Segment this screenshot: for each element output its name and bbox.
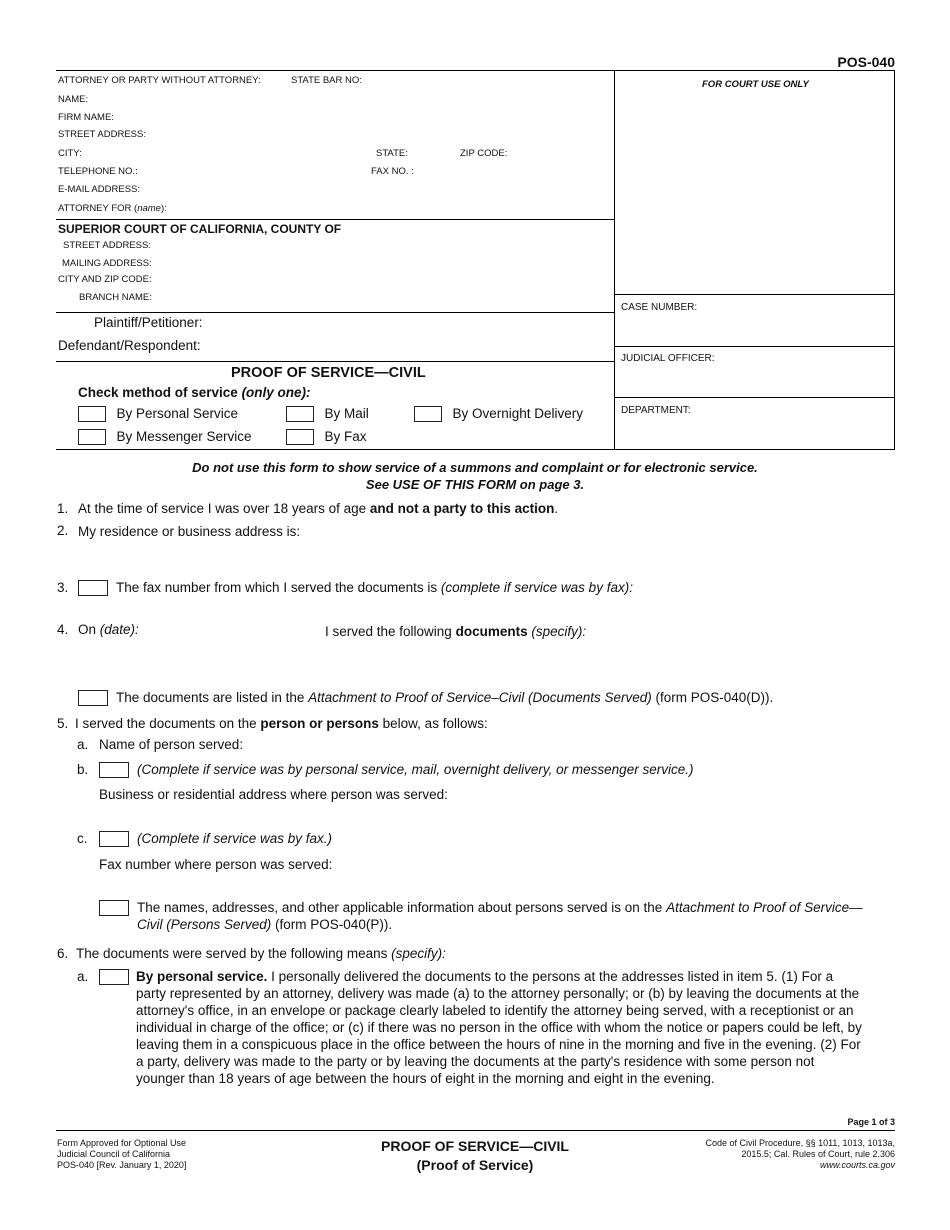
by-mail-checkbox[interactable] bbox=[286, 406, 314, 422]
item-5a-letter: a. bbox=[77, 737, 89, 752]
item-6a-text: By personal service. I personally delivered the documents to the persons at the addresses listed in item 5. (1) For a party represented by an attorney, delivery was made (a) to the attorney personally; or (b) by leaving the documents at the attorney's office, in an envelope or package clearly labeled to identify the attorney being served, with a receptionist or an individual in charge of the office; or (c) if there was no person in the office with whom the notice or papers could be left, by leaving them in a conspicuous place in the office between the hours of nine in the morning and five in the evening. (2) For a party, delivery was made to the party or by leaving the documents at the party's residence with some person not younger than 18 years of age between the hours of eight in the morning and eight in the evening. bbox=[136, 969, 862, 1086]
item-1-number: 1. bbox=[57, 501, 69, 516]
item-4-documents-label: I served the following documents (specify): bbox=[325, 624, 587, 639]
item-2-text: My residence or business address is: bbox=[78, 524, 301, 539]
item-1-text: At the time of service I was over 18 years of age and not a party to this action. bbox=[78, 501, 559, 516]
item-6-text: The documents were served by the following means (specify): bbox=[76, 946, 446, 961]
attorney-for-label: ATTORNEY FOR (name): bbox=[58, 203, 167, 214]
item-3-fax-checkbox[interactable] bbox=[78, 580, 108, 596]
by-fax-checkbox[interactable] bbox=[286, 429, 314, 445]
by-mail-option[interactable]: By Mail bbox=[286, 405, 369, 423]
by-fax-option[interactable]: By Fax bbox=[286, 428, 366, 446]
item-4-attachment-checkbox[interactable] bbox=[78, 690, 108, 706]
item-5-attachment-text: The names, addresses, and other applicable information about persons served is on the Attachment to Proof of Service— Civil (Persons Served) (form POS-040(P)). bbox=[137, 900, 863, 932]
zip-code-label: ZIP CODE: bbox=[460, 148, 508, 159]
item-2-number: 2. bbox=[57, 523, 69, 538]
case-number-label: CASE NUMBER: bbox=[621, 302, 698, 313]
email-label: E-MAIL ADDRESS: bbox=[58, 184, 141, 195]
notice-line-2: See USE OF THIS FORM on page 3. bbox=[365, 477, 585, 492]
state-bar-label: STATE BAR NO: bbox=[291, 75, 362, 86]
item-5c-checkbox[interactable] bbox=[99, 831, 129, 847]
item-4-date-label: On (date): bbox=[78, 622, 139, 637]
branch-name-label: BRANCH NAME: bbox=[79, 292, 152, 303]
by-overnight-delivery-checkbox[interactable] bbox=[414, 406, 442, 422]
by-messenger-service-option[interactable]: By Messenger Service bbox=[78, 428, 252, 446]
street-address-label: STREET ADDRESS: bbox=[58, 129, 146, 140]
item-6a-checkbox[interactable] bbox=[99, 969, 129, 985]
by-personal-service-checkbox[interactable] bbox=[78, 406, 106, 422]
department-label: DEPARTMENT: bbox=[621, 405, 691, 416]
notice-line-1: Do not use this form to show service of a summons and complaint or for electronic service. bbox=[192, 460, 758, 475]
judicial-officer-label: JUDICIAL OFFICER: bbox=[621, 353, 715, 364]
item-5b-letter: b. bbox=[77, 762, 89, 777]
footer-left: Form Approved for Optional Use Judicial Council of California POS-040 [Rev. January 1, 2020] bbox=[57, 1138, 187, 1170]
page-number: Page 1 of 3 bbox=[847, 1117, 895, 1127]
name-label: NAME: bbox=[58, 94, 89, 105]
by-overnight-delivery-option[interactable]: By Overnight Delivery bbox=[414, 405, 583, 423]
item-5a-text: Name of person served: bbox=[99, 737, 244, 752]
telephone-label: TELEPHONE NO.: bbox=[58, 166, 138, 177]
court-title: SUPERIOR COURT OF CALIFORNIA, COUNTY OF bbox=[58, 222, 342, 236]
footer-right: Code of Civil Procedure, §§ 1011, 1013, 1013a, 2015.5; Cal. Rules of Court, rule 2.306 www.courts.ca.gov bbox=[705, 1138, 895, 1170]
item-5b-checkbox[interactable] bbox=[99, 762, 129, 778]
item-5c-fax-label: Fax number where person was served: bbox=[99, 857, 333, 872]
item-4-number: 4. bbox=[57, 622, 69, 637]
city-label: CITY: bbox=[58, 148, 82, 159]
court-city-zip-label: CITY AND ZIP CODE: bbox=[58, 274, 152, 285]
by-personal-service-option[interactable]: By Personal Service bbox=[78, 405, 238, 423]
state-label: STATE: bbox=[376, 148, 408, 159]
form-id: POS-040 bbox=[837, 54, 895, 70]
court-use-only-label: FOR COURT USE ONLY bbox=[702, 79, 809, 90]
item-5b-instruction: (Complete if service was by personal service, mail, overnight delivery, or messenger service.) bbox=[137, 762, 694, 777]
item-5-text: I served the documents on the person or persons below, as follows: bbox=[75, 716, 488, 731]
firm-name-label: FIRM NAME: bbox=[58, 112, 114, 123]
footer-rule bbox=[56, 1130, 895, 1131]
attorney-label: ATTORNEY OR PARTY WITHOUT ATTORNEY: bbox=[58, 75, 261, 86]
item-4-attachment-text: The documents are listed in the Attachment to Proof of Service–Civil (Documents Served) (form POS-040(D)). bbox=[116, 690, 774, 705]
footer-title: PROOF OF SERVICE—CIVIL (Proof of Service) bbox=[381, 1138, 569, 1173]
item-5b-address-label: Business or residential address where person was served: bbox=[99, 787, 448, 802]
item-5-number: 5. bbox=[57, 716, 69, 731]
fax-no-label: FAX NO. : bbox=[371, 166, 414, 177]
court-mailing-label: MAILING ADDRESS: bbox=[62, 258, 152, 269]
item-3-text: The fax number from which I served the documents is (complete if service was by fax): bbox=[116, 580, 633, 595]
item-5-attachment-checkbox[interactable] bbox=[99, 900, 129, 916]
item-3-number: 3. bbox=[57, 580, 69, 595]
item-5c-instruction: (Complete if service was by fax.) bbox=[137, 831, 333, 846]
item-5c-letter: c. bbox=[77, 831, 88, 846]
item-6-number: 6. bbox=[57, 946, 69, 961]
plaintiff-label: Plaintiff/Petitioner: bbox=[94, 315, 203, 330]
defendant-label: Defendant/Respondent: bbox=[58, 338, 201, 353]
by-messenger-service-checkbox[interactable] bbox=[78, 429, 106, 445]
court-street-label: STREET ADDRESS: bbox=[63, 240, 151, 251]
item-6a-letter: a. bbox=[77, 969, 89, 984]
check-method-label: Check method of service (only one): bbox=[78, 385, 311, 400]
service-box-title: PROOF OF SERVICE—CIVIL bbox=[231, 365, 426, 381]
